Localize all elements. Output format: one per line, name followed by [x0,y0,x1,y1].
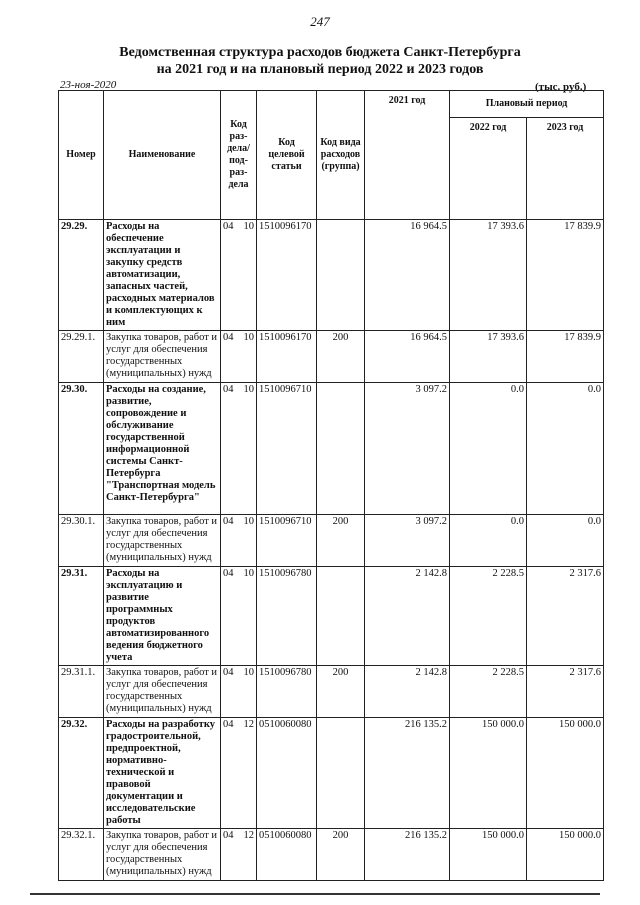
footer-divider [30,893,600,895]
row-expense-group [317,718,365,829]
row-expense-group: 200 [317,666,365,718]
row-section: 04 [221,383,237,515]
row-section: 04 [221,718,237,829]
row-number: 29.31. [59,567,104,666]
row-2022: 150 000.0 [450,718,527,829]
row-name: Расходы на создание, развитие, сопровождение и обслуживание государственной информационной системы Санкт-Петербурга "Транспортная модель Санкт-Петербурга" [104,383,221,515]
row-number: 29.30.1. [59,515,104,567]
row-number: 29.29.1. [59,331,104,383]
table-body [59,220,604,881]
page-number: 247 [310,14,330,29]
row-2023: 17 839.9 [527,331,604,383]
row-target-code: 1510096710 [257,383,317,515]
row-expense-group: 200 [317,515,365,567]
row-subsection: 10 [237,220,257,331]
row-2023: 150 000.0 [527,718,604,829]
row-expense-group: 200 [317,331,365,383]
row-2021: 216 135.2 [365,829,450,881]
header-planned-period: Плановый период [450,91,604,118]
row-2023: 2 317.6 [527,666,604,718]
row-2023: 150 000.0 [527,829,604,881]
header-2021: 2021 год [365,91,450,220]
row-target-code: 0510060080 [257,829,317,881]
header-2022: 2022 год [450,118,527,220]
row-2022: 0.0 [450,383,527,515]
row-name: Расходы на обеспечение эксплуатации и закупку средств автоматизации, запасных частей, расходных материалов и комплектующих к ним [104,220,221,331]
row-2022: 2 228.5 [450,666,527,718]
header-name: Наименование [104,91,221,220]
row-2023: 2 317.6 [527,567,604,666]
row-2022: 150 000.0 [450,829,527,881]
budget-table [58,90,604,881]
title-line-1: Ведомственная структура расходов бюджета Санкт-Петербурга [119,45,521,60]
row-section: 04 [221,331,237,383]
row-number: 29.30. [59,383,104,515]
row-name: Закупка товаров, работ и услуг для обеспечения государственных (муниципальных) нужд [104,515,221,567]
row-2021: 3 097.2 [365,383,450,515]
row-subsection: 10 [237,666,257,718]
row-target-code: 1510096170 [257,220,317,331]
row-2021: 16 964.5 [365,220,450,331]
document-title [0,44,640,78]
row-expense-group [317,567,365,666]
row-name: Закупка товаров, работ и услуг для обеспечения государственных (муниципальных) нужд [104,829,221,881]
row-name: Расходы на эксплуатацию и развитие программных продуктов автоматизированного ведения бюджетного учета [104,567,221,666]
row-2022: 2 228.5 [450,567,527,666]
units-label: (тыс. руб.) [535,81,587,93]
document-date: 23-ноя-2020 [60,79,117,91]
table-row [59,220,604,331]
row-2023: 0.0 [527,515,604,567]
row-2021: 2 142.8 [365,567,450,666]
row-2022: 0.0 [450,515,527,567]
row-2021: 3 097.2 [365,515,450,567]
row-2021: 216 135.2 [365,718,450,829]
row-2023: 0.0 [527,383,604,515]
table-row [59,718,604,829]
row-expense-group [317,383,365,515]
row-subsection: 10 [237,383,257,515]
row-2023: 17 839.9 [527,220,604,331]
table-header [59,91,604,220]
row-number: 29.29. [59,220,104,331]
row-name: Расходы на разработку градостроительной, предпроектной, нормативно-технической и правовой документации и исследовательские работы [104,718,221,829]
table-row [59,829,604,881]
row-target-code: 1510096780 [257,666,317,718]
table-row [59,666,604,718]
row-section: 04 [221,220,237,331]
row-2021: 16 964.5 [365,331,450,383]
header-section: Код раз-дела/ под-раз-дела [221,91,257,220]
row-section: 04 [221,829,237,881]
row-subsection: 10 [237,515,257,567]
row-section: 04 [221,666,237,718]
title-line-2: на 2021 год и на плановый период 2022 и 2023 годов [156,62,484,77]
row-target-code: 1510096780 [257,567,317,666]
header-number: Номер [59,91,104,220]
row-2022: 17 393.6 [450,220,527,331]
row-name: Закупка товаров, работ и услуг для обеспечения государственных (муниципальных) нужд [104,666,221,718]
row-number: 29.31.1. [59,666,104,718]
row-number: 29.32.1. [59,829,104,881]
table-row [59,383,604,515]
row-subsection: 12 [237,718,257,829]
table-row [59,515,604,567]
row-target-code: 1510096710 [257,515,317,567]
row-target-code: 1510096170 [257,331,317,383]
header-expense-type: Код вида расходов (группа) [317,91,365,220]
row-section: 04 [221,515,237,567]
row-number: 29.32. [59,718,104,829]
table-row [59,567,604,666]
row-expense-group: 200 [317,829,365,881]
row-2021: 2 142.8 [365,666,450,718]
row-target-code: 0510060080 [257,718,317,829]
row-section: 04 [221,567,237,666]
row-subsection: 10 [237,567,257,666]
row-subsection: 12 [237,829,257,881]
table-row [59,331,604,383]
header-target: Код целевой статьи [257,91,317,220]
row-subsection: 10 [237,331,257,383]
row-name: Закупка товаров, работ и услуг для обеспечения государственных (муниципальных) нужд [104,331,221,383]
row-expense-group [317,220,365,331]
row-2022: 17 393.6 [450,331,527,383]
header-2023: 2023 год [527,118,604,220]
